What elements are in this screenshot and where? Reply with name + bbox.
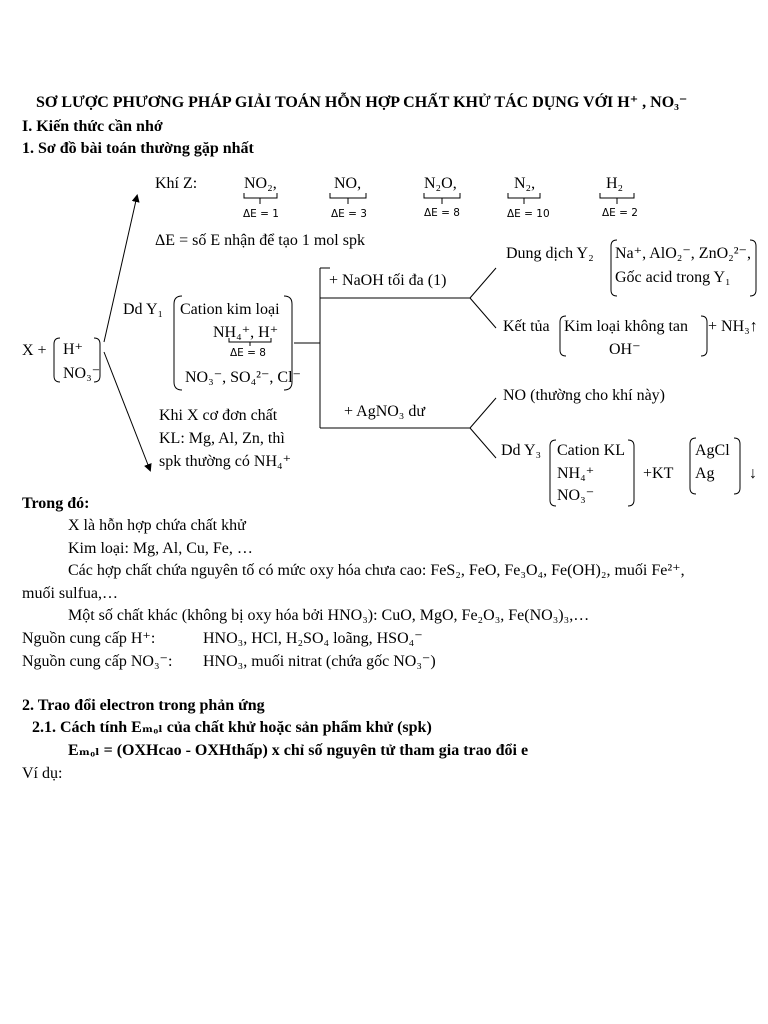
x-left-bracket xyxy=(54,338,60,382)
arrow-to-gas xyxy=(104,196,137,342)
y1-anions: NO₃⁻, SO₄²⁻, Cl⁻ xyxy=(185,369,301,386)
gas-brace-5 xyxy=(600,193,634,204)
subsection-heading-2-1: 2.1. Cách tính Eₘₒₗ của chất khử hoặc sản phẩm khử (spk) xyxy=(32,719,432,736)
gas-brace-2 xyxy=(330,193,366,204)
precip-right-bracket xyxy=(734,438,740,494)
emol-formula: Eₘₒₗ = (OXHcao - OXHthấp) x chỉ số nguyên tử tham gia trao đổi e xyxy=(68,742,529,759)
nguon-h-label: Nguồn cung cấp H⁺: xyxy=(22,630,156,647)
precipitate-arrow: ↓ xyxy=(749,465,757,482)
oh-minus: OH⁻ xyxy=(609,341,641,358)
section-heading-2: 2. Trao đổi electron trong phản ứng xyxy=(22,697,265,714)
nguon-no3-label: Nguồn cung cấp NO₃⁻: xyxy=(22,653,173,670)
naoh-label: + NaOH tối đa (1) xyxy=(329,272,447,289)
gas-delta-4: ΔE = 10 xyxy=(507,208,550,220)
y1-nh4-delta: ΔE = 8 xyxy=(230,347,266,359)
x-definition: X là hỗn hợp chứa chất khử xyxy=(68,517,246,534)
trong-do-heading: Trong đó: xyxy=(22,495,90,512)
y3-cation: Cation KL xyxy=(557,442,625,459)
naoh-split-down xyxy=(470,298,496,328)
no-note: NO (thường cho khí này) xyxy=(503,387,665,404)
gas-delta-5: ΔE = 2 xyxy=(602,207,638,219)
dd-y3-label: Dd Y₃ xyxy=(501,442,542,459)
ket-tua-label: Kết tủa xyxy=(503,318,550,335)
y3-left-bracket xyxy=(550,440,556,506)
y1-nh4-h: NH₄⁺, H⁺ xyxy=(213,324,279,341)
nh3-gas: + NH₃↑ xyxy=(708,318,758,335)
note-line-3: spk thường có NH₄⁺ xyxy=(159,453,292,470)
page-title: SƠ LƯỢC PHƯƠNG PHÁP GIẢI TOÁN HỖN HỢP CHẤT KHỬ TÁC DỤNG VỚI H⁺ , NO₃⁻ xyxy=(36,94,688,111)
y1-cation: Cation kim loại xyxy=(180,301,280,318)
hop-chat-line-1: Các hợp chất chứa nguyên tố có mức oxy hóa chưa cao: FeS₂, FeO, Fe₃O₄, Fe(OH)₂, muối Fe²⁺, xyxy=(68,562,685,579)
hop-chat-line-2: muối sulfua,… xyxy=(22,585,118,602)
kim-loai-khong-tan: Kim loại không tan xyxy=(564,318,688,335)
gas-brace-4 xyxy=(508,193,540,204)
gas-delta-1: ΔE = 1 xyxy=(243,208,279,220)
nguon-no3-value: HNO₃, muối nitrat (chứa gốc NO₃⁻) xyxy=(203,653,436,670)
gas-label: Khí Z: xyxy=(155,175,198,192)
agno3-split-down xyxy=(470,428,496,458)
gas-delta-3: ΔE = 8 xyxy=(424,207,460,219)
vi-du-label: Ví dụ: xyxy=(22,765,63,782)
kim-loai-line: Kim loại: Mg, Al, Cu, Fe, … xyxy=(68,540,253,557)
chat-khac-line: Một số chất khác (không bị oxy hóa bởi HNO₃): CuO, MgO, Fe₂O₃, Fe(NO₃)₃,… xyxy=(68,607,590,624)
dd-y1-label: Dd Y₁ xyxy=(123,301,164,318)
note-line-1: Khi X cơ đơn chất xyxy=(159,407,278,424)
gas-formula-3: N₂O, xyxy=(424,175,457,192)
no3-minus: NO₃⁻ xyxy=(63,365,101,382)
gas-brace-1 xyxy=(244,193,277,204)
x-label: X + xyxy=(22,342,47,359)
y2-line-1: Na⁺, AlO₂⁻, ZnO₂²⁻, xyxy=(615,245,751,262)
gas-formula-1: NO₂, xyxy=(244,175,277,192)
gas-brace-3 xyxy=(424,193,460,204)
agno3-label: + AgNO₃ dư xyxy=(344,403,426,420)
y3-no3: NO₃⁻ xyxy=(557,487,595,504)
arrow-to-note xyxy=(104,352,150,470)
subsection-heading-1: 1. Sơ đồ bài toán thường gặp nhất xyxy=(22,140,254,157)
agcl: AgCl xyxy=(695,442,730,459)
section-heading-1: I. Kiến thức cần nhớ xyxy=(22,118,163,135)
y2-line-2: Gốc acid trong Y₁ xyxy=(615,269,731,286)
gas-formula-4: N₂, xyxy=(514,175,536,192)
delta-definition: ΔE = số E nhận để tạo 1 mol spk xyxy=(155,232,365,249)
ag: Ag xyxy=(695,465,715,482)
y3-right-bracket xyxy=(628,440,634,506)
y3-nh4: NH₄⁺ xyxy=(557,465,595,482)
gas-formula-5: H₂ xyxy=(606,175,624,192)
nguon-h-value: HNO₃, HCl, H₂SO₄ loãng, HSO₄⁻ xyxy=(203,630,423,647)
dd-y2-label: Dung dịch Y₂ xyxy=(506,245,594,262)
kt-label: +KT xyxy=(643,465,674,482)
naoh-split-up xyxy=(470,268,496,298)
note-line-2: KL: Mg, Al, Zn, thì xyxy=(159,430,285,447)
kettua-right-bracket xyxy=(701,316,707,356)
gas-formula-2: NO, xyxy=(334,175,362,192)
h-plus: H⁺ xyxy=(63,341,83,358)
gas-delta-2: ΔE = 3 xyxy=(331,208,367,220)
agno3-split-up xyxy=(470,398,496,428)
